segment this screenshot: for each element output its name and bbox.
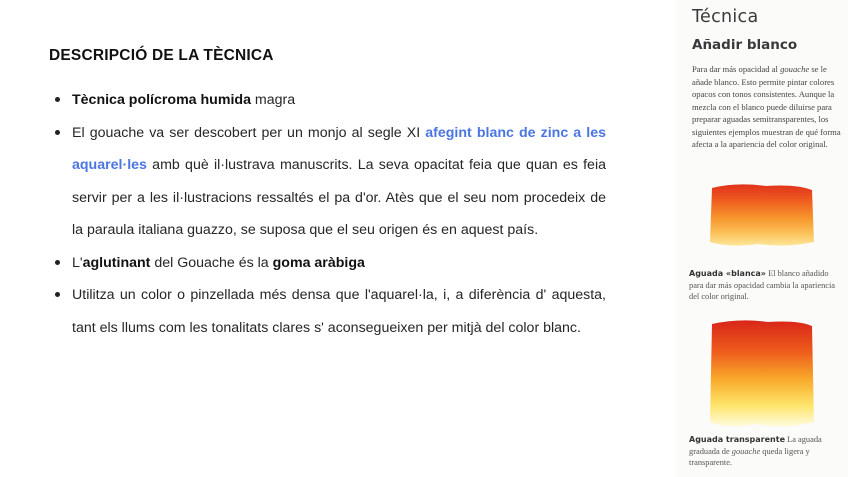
caption-bold: Aguada «blanca» — [689, 269, 766, 278]
caption-bold: Aguada transparente — [689, 435, 785, 444]
italic-text: gouache — [780, 64, 810, 74]
bold-text: goma aràbiga — [272, 254, 365, 271]
caption-text: La aguada graduada de — [689, 435, 822, 456]
bold-text: aglutinant — [82, 254, 151, 271]
paint-swatch-1 — [706, 182, 816, 248]
caption-text: El blanco añadido para dar más opacidad cambia la apariencia del color original. — [689, 269, 836, 301]
caption-1 — [689, 268, 845, 303]
bold-text: Tècnica polícroma humida — [72, 92, 251, 108]
book-title: Técnica — [692, 7, 759, 27]
caption-italic: gouache — [731, 446, 761, 456]
text: Para dar más opacidad al — [692, 64, 781, 74]
book-paragraph — [692, 63, 846, 151]
text: El gouache va ser descobert per un monjo al segle XI — [72, 124, 426, 141]
swatch-transparent-wash — [706, 318, 816, 430]
book-subtitle: Añadir blanco — [692, 37, 798, 53]
text: magra — [250, 92, 296, 108]
list-item — [50, 117, 606, 247]
text: del Gouache és la — [150, 254, 273, 271]
paint-swatch-2 — [706, 318, 816, 430]
highlight-text: afegint blanc de zinc a les aquarel·les — [72, 124, 607, 173]
swatch-white-wash — [706, 182, 816, 248]
list-item — [50, 279, 606, 344]
text: se le añade blanco. Esto permite pintar colores opacos con tonos consistentes. Aunque la mezcla con el blanco puede diluirse para preparar aguadas semitransparentes, los siguientes ejemplos muestran de qué forma afecta a la apariencia del color original. — [692, 64, 841, 149]
caption-2 — [689, 434, 845, 469]
caption-text: queda ligera y transparente. — [689, 446, 810, 467]
bullet-list — [50, 84, 606, 344]
text: Utilitza un color o pinzellada més densa que l'aquarel·la, i, a diferència d' aquesta, tant els llums com les tonalitats clares s' aconsegueixen per mitjà del color blanc. — [72, 287, 606, 336]
book-page-image — [676, 0, 848, 477]
list-item — [50, 84, 606, 117]
text: L' — [72, 254, 83, 271]
page-title: DESCRIPCIÓ DE LA TÈCNICA — [49, 47, 274, 64]
text: amb què il·lustrava manuscrits. La seva opacitat feia que quan es feia servir per a les il·lustracions ressaltés el pa d'or. Atès que el seu nom procedeix de la paraula italiana guazzo, se suposa que el seu origen és en aquest país. — [72, 157, 606, 238]
list-item — [50, 247, 606, 280]
